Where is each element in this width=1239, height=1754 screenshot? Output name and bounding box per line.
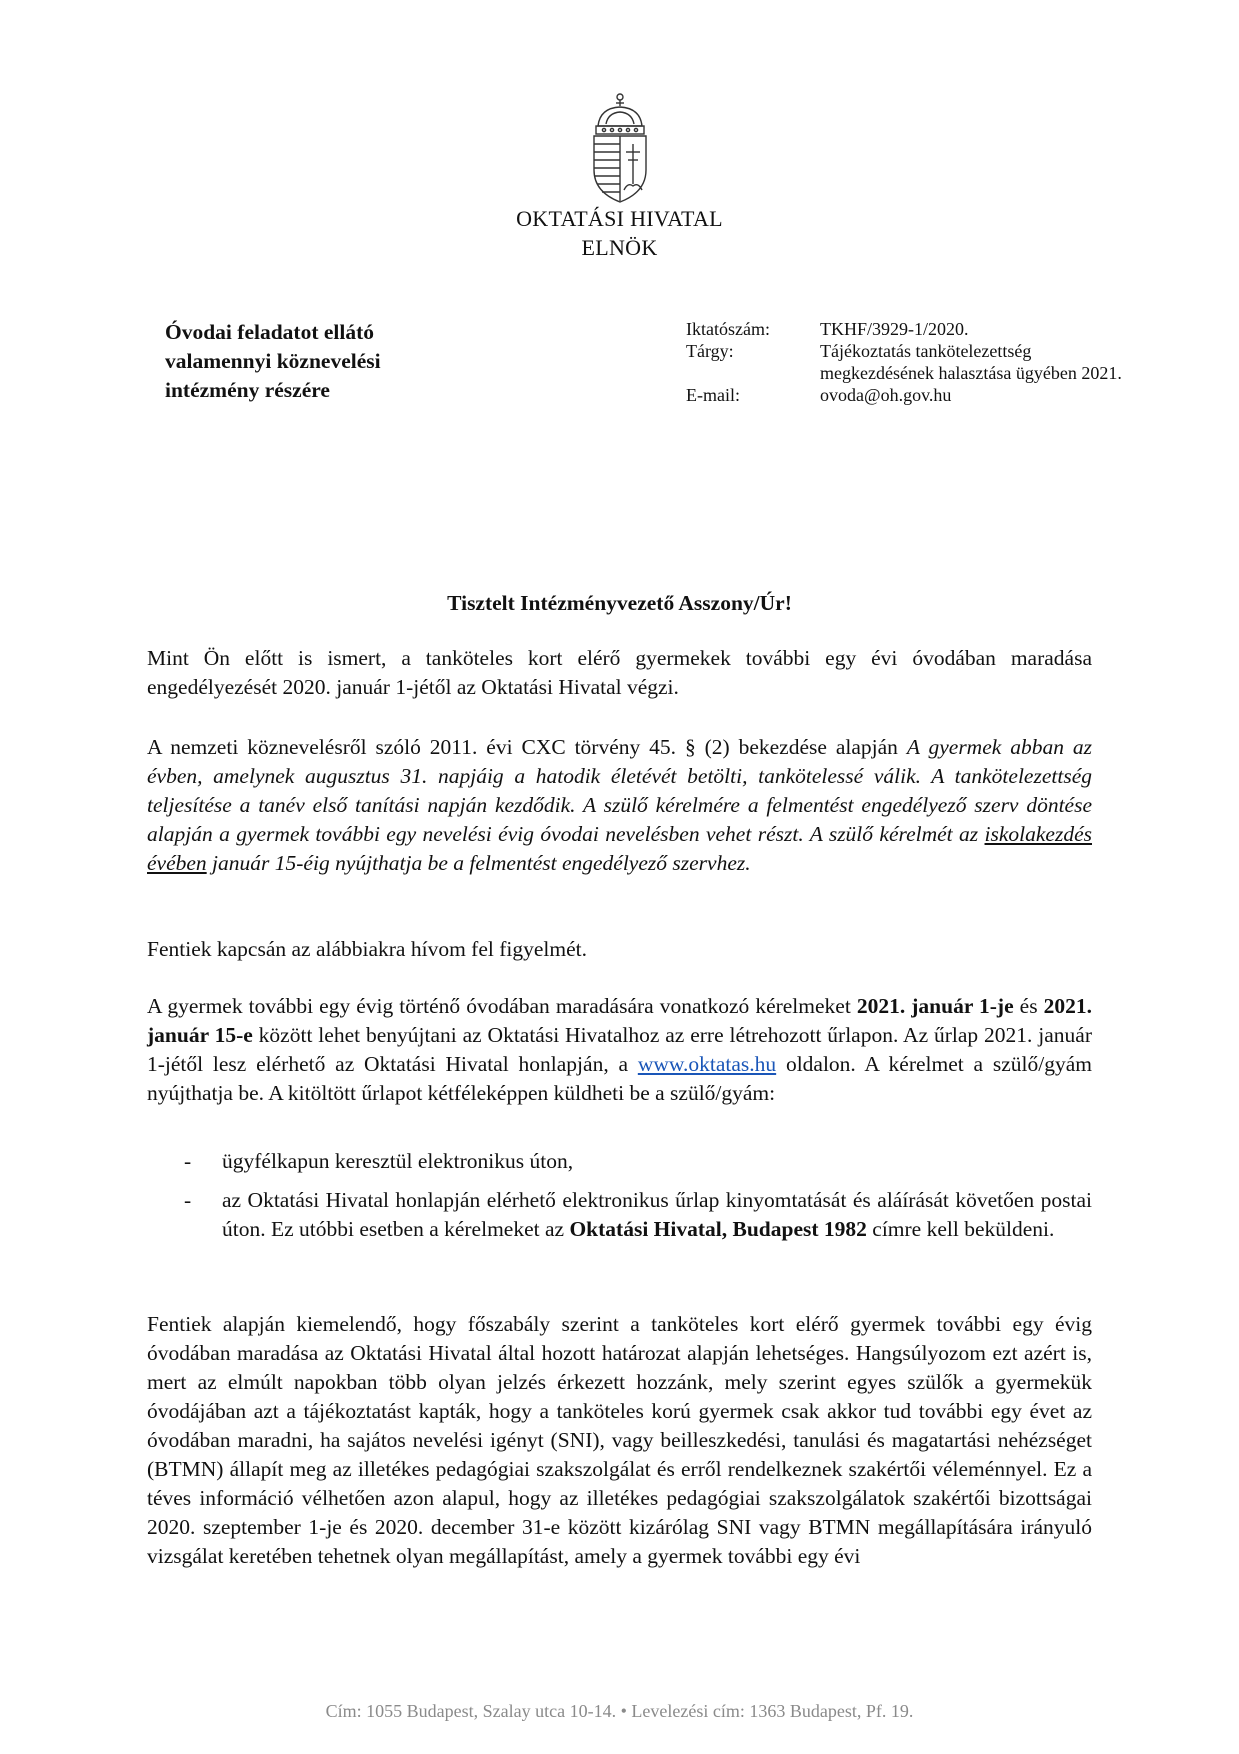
recipient-line: intézmény részére: [165, 378, 330, 402]
list-item-text: az Oktatási Hivatal honlapján elérhető elektronikus űrlap kinyomtatását és aláírását követően postai úton. Ez utóbbi esetben a kérelmeket az: [222, 1188, 1092, 1241]
date-start: 2021. január 1-je: [856, 994, 1014, 1018]
paragraph-4: [147, 992, 1092, 1108]
email-row: [686, 384, 1130, 406]
paragraph-4-text: oldalon. A kérelmet a szülő/gyám nyújthatja be. A kitöltött űrlapot kétféleképpen küldheti be a szülő/gyám:: [147, 1052, 1092, 1105]
paragraph-2-intro: A nemzeti köznevelésről szóló 2011. évi CXC törvény 45. § (2) bekezdése alapján: [147, 735, 907, 759]
paragraph-4-text: A gyermek további egy évig történő óvodában maradására vonatkozó kérelmeket: [147, 994, 857, 1018]
coat-of-arms-icon: [588, 92, 652, 204]
submission-methods-list: [147, 1147, 1092, 1254]
email-value: ovoda@oh.gov.hu: [820, 385, 952, 405]
footer-address: Cím: 1055 Budapest, Szalay utca 10-14. • Levelezési cím: 1363 Budapest, Pf. 19.: [325, 1701, 914, 1721]
recipient-line: Óvodai feladatot ellátó: [165, 320, 375, 344]
org-subtitle: ELNÖK: [581, 235, 658, 260]
law-quote-end: január 15-éig nyújthatja be a felmentést engedélyező szervhez.: [206, 851, 751, 875]
list-item-text: címre kell beküldeni.: [866, 1217, 1055, 1241]
subject-value: Tájékoztatás tankötelezettség megkezdésének halasztása ügyében 2021.: [820, 341, 1122, 383]
postal-address: Oktatási Hivatal, Budapest 1982: [569, 1217, 867, 1241]
paragraph-3: Fentiek kapcsán az alábbiakra hívom fel figyelmét.: [147, 937, 587, 961]
paragraph-2: [147, 733, 1092, 878]
org-name: OKTATÁSI HIVATAL: [516, 206, 723, 231]
email-label: E-mail:: [686, 385, 740, 405]
oktatas-link[interactable]: www.oktatas.hu: [637, 1052, 777, 1076]
list-item-text: ügyfélkapun keresztül elektronikus úton,: [222, 1149, 574, 1173]
salutation: Tisztelt Intézményvezető Asszony/Úr!: [447, 591, 792, 615]
ref-number-label: Iktatószám:: [686, 319, 770, 339]
list-item: [147, 1186, 1092, 1244]
law-quote: A gyermek abban az évben, amelynek augusztus 31. napjáig a hatodik életévét betölti, tankötelessé válik. A tankötelezettség teljesítése a tanév első tanítási napján kezdődik. A szülő kérelmére a felmentést engedélyező szerv döntése alapján a gyermek további egy nevelési évig óvodai nevelésben vehet részt. A szülő kérelmét az: [147, 735, 1092, 846]
list-item: [147, 1147, 1092, 1176]
paragraph-4-text: és: [1013, 994, 1044, 1018]
list-dash: -: [184, 1149, 192, 1173]
ref-number-value: TKHF/3929-1/2020.: [820, 319, 969, 339]
recipient-block: [165, 318, 495, 405]
paragraph-4-text: között lehet benyújtani az Oktatási Hivatalhoz az erre létrehozott űrlapon. Az űrlap 2021. január 1-jétől lesz elérhető az Oktatási Hivatal honlapján, a: [147, 1023, 1092, 1076]
ref-number-row: [686, 318, 1130, 340]
paragraph-5: Fentiek alapján kiemelendő, hogy főszabály szerint a tanköteles kort elérő gyermek további egy évig óvodában maradása az Oktatási Hivatal által hozott határozat alapján lehetséges. Hangsúlyozom ezt azért is, mert az elmúlt napokban több olyan jelzés érkezett hozzánk, mely szerint egyes szülők a gyermekük óvodájában azt a tájékoztatást kapták, hogy a tanköteles korú gyermek csak akkor tud további egy évet az óvodában maradni, ha sajátos nevelési igényt (SNI), vagy beilleszkedési, tanulási és magatartási nehézséget (BTMN) állapít meg az illetékes pedagógiai szakszolgálat és erről rendelkeznek szakértői véleménnyel. Ez a téves információ vélhetően azon alapul, hogy az illetékes pedagógiai szakszolgálatok szakértői bizottságai 2020. szeptember 1-je és 2020. december 31-e között kizárólag SNI vagy BTMN megállapítására irányuló vizsgálat keretében tehetnek olyan megállapítást, amely a gyermek további egy évi: [147, 1312, 1092, 1568]
subject-row: [686, 340, 1130, 384]
recipient-line: valamennyi köznevelési: [165, 349, 381, 373]
list-dash: -: [184, 1188, 192, 1212]
date-end: 2021. január 15-e: [147, 994, 1092, 1047]
subject-label: Tárgy:: [686, 341, 734, 361]
law-quote-underlined: iskolakezdés évében: [147, 822, 1092, 875]
reference-block: [686, 318, 1130, 406]
paragraph-1: Mint Ön előtt is ismert, a tanköteles kort elérő gyermekek további egy évi óvodában maradása engedélyezését 2020. január 1-jétől az Oktatási Hivatal végzi.: [147, 646, 1092, 699]
